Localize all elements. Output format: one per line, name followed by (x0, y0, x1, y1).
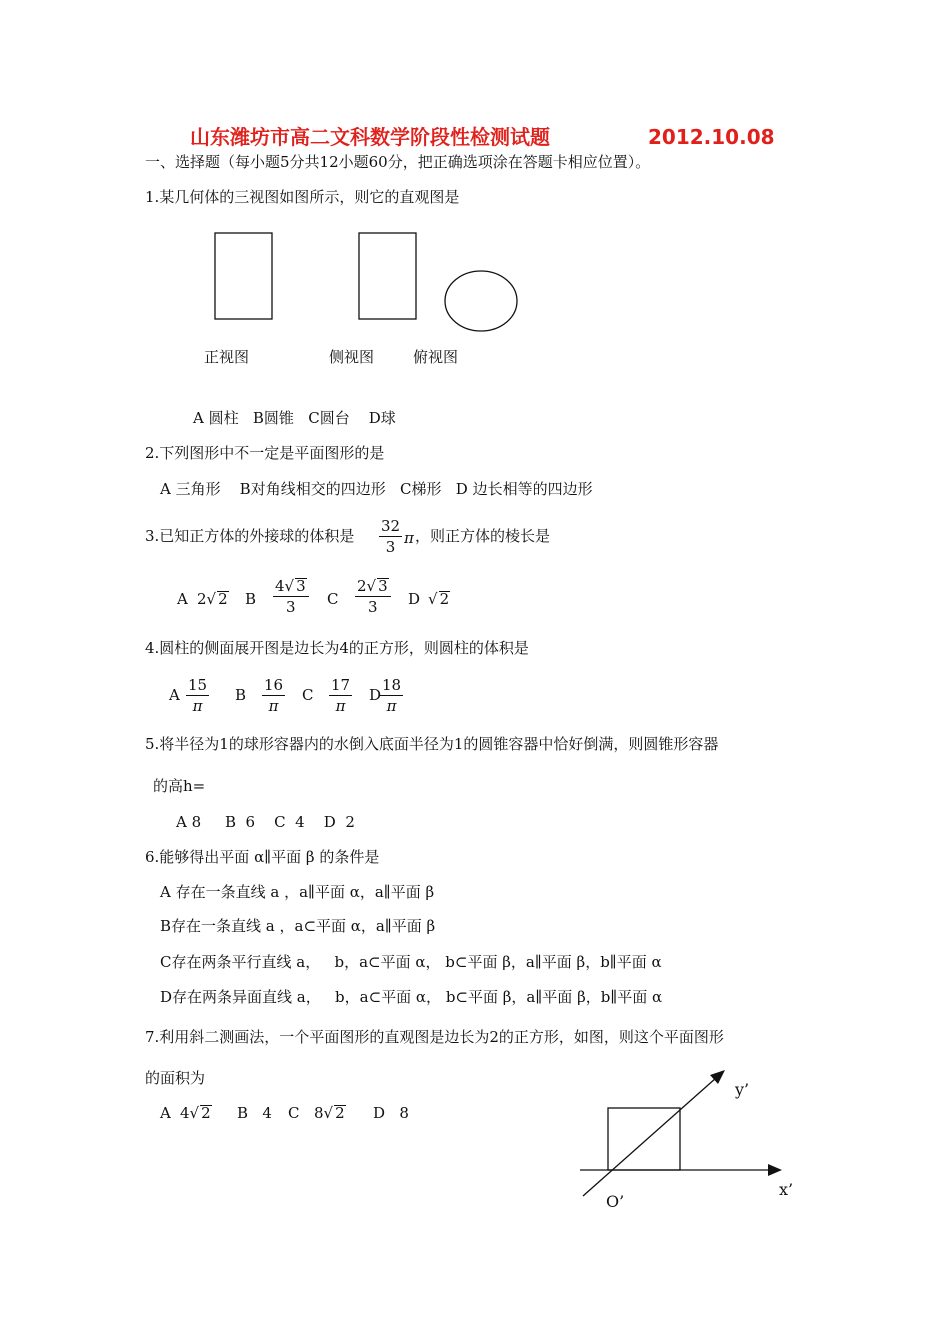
view-label-side: 侧视图 (329, 348, 375, 366)
q5-stem-line1: 5.将半径为1的球形容器内的水倒入底面半径为1的圆锥容器中恰好倒满，则圆锥形容器 (145, 735, 719, 753)
front-view-rect (215, 233, 272, 319)
q1-options: A 圆柱 B圆锥 C圆台 D球 (193, 409, 396, 427)
origin-label: O’ (606, 1192, 625, 1211)
q7-stem-line2: 的面积为 (145, 1069, 206, 1087)
q3-opt-c-label: C (327, 590, 339, 608)
q4-opt-c-fraction: $\frac{17}{\pi}$ (331, 676, 351, 715)
q4-opt-d-label: D (369, 686, 382, 704)
q4-opt-a-label: A (169, 686, 180, 704)
q3-opt-a-label: A (177, 590, 188, 608)
q3-volume-fraction: $\frac{32}{3}$ (381, 517, 401, 556)
q4-opt-c-label: C (302, 686, 314, 704)
q6-opt-a: A 存在一条直线 a ，a∥平面 α，a∥平面 β (160, 883, 435, 901)
q7-opt-a-label: A (160, 1104, 171, 1122)
q3-opt-b-label: B (245, 590, 257, 608)
top-view-ellipse (445, 271, 517, 331)
q3-opt-b-fraction: $\frac{4√ 3}{3}$ (273, 578, 309, 615)
q1-stem: 1.某几何体的三视图如图所示，则它的直观图是 (145, 188, 460, 206)
q6-stem: 6.能够得出平面 α∥平面 β 的条件是 (145, 848, 380, 866)
q3-stem-b: ，则正方体的棱长是 (415, 527, 551, 545)
q7-stem-line1: 7.利用斜二测画法，一个平面图形的直观图是边长为2的正方形，如图，则这个平面图形 (145, 1028, 724, 1046)
q4-stem: 4.圆柱的侧面展开图是边长为4的正方形，则圆柱的体积是 (145, 639, 529, 657)
q6-opt-c: C存在两条平行直线 a， b，a⊂平面 α， b⊂平面 β，a∥平面 β，b∥平面 α (160, 953, 662, 971)
q6-opt-d: D存在两条异面直线 a， b，a⊂平面 α， b⊂平面 β，a∥平面 β，b∥平面 α (160, 988, 663, 1006)
q7-opt-b: B 4 (237, 1104, 272, 1122)
q4-opt-b-fraction: $\frac{16}{\pi}$ (264, 676, 284, 715)
q2-stem: 2.下列图形中不一定是平面图形的是 (145, 444, 385, 462)
q4-opt-a-fraction: $\frac{15}{\pi}$ (188, 676, 208, 715)
q3-opt-d-label: D (408, 590, 421, 608)
q6-opt-b: B存在一条直线 a ，a⊂平面 α，a∥平面 β (160, 917, 436, 935)
axis-label-x: x’ (779, 1180, 794, 1199)
exam-date: 2012.10.08 (648, 125, 775, 149)
view-label-top: 俯视图 (413, 348, 459, 366)
view-label-front: 正视图 (204, 348, 250, 366)
section-heading: 一、选择题（每小题5分共12小题60分，把正确选项涂在答题卡相应位置）。 (145, 153, 651, 171)
x-axis-arrow (768, 1164, 782, 1176)
q3-stem-a: 3.已知正方体的外接球的体积是 (145, 527, 355, 545)
q7-opt-c-label: C (288, 1104, 300, 1122)
q3-opt-c-fraction: $\frac{2√ 3}{3}$ (355, 578, 391, 615)
q5-options: A 8 B 6 C 4 D 2 (176, 813, 355, 831)
q3-opt-d-value: √ 2 (428, 590, 450, 608)
q7-opt-c-value: 8√ 2 (314, 1104, 345, 1122)
q4-opt-b-label: B (235, 686, 247, 704)
q3-opt-a-value: 2√ 2 (197, 590, 228, 608)
square-figure (608, 1108, 680, 1170)
q5-stem-line2: 的高h= (153, 777, 206, 795)
q7-opt-d: D 8 (373, 1104, 409, 1122)
y-axis (583, 1078, 716, 1196)
side-view-rect (359, 233, 416, 319)
q3-pi: π (404, 529, 414, 547)
q2-options: A 三角形 B对角线相交的四边形 C梯形 D 边长相等的四边形 (160, 480, 593, 498)
page-title: 山东潍坊市高二文科数学阶段性检测试题 (190, 125, 550, 149)
axis-label-y: y’ (735, 1080, 750, 1099)
q7-opt-a-value: 4√ 2 (180, 1104, 211, 1122)
q4-opt-d-fraction: $\frac{18}{\pi}$ (382, 676, 402, 715)
